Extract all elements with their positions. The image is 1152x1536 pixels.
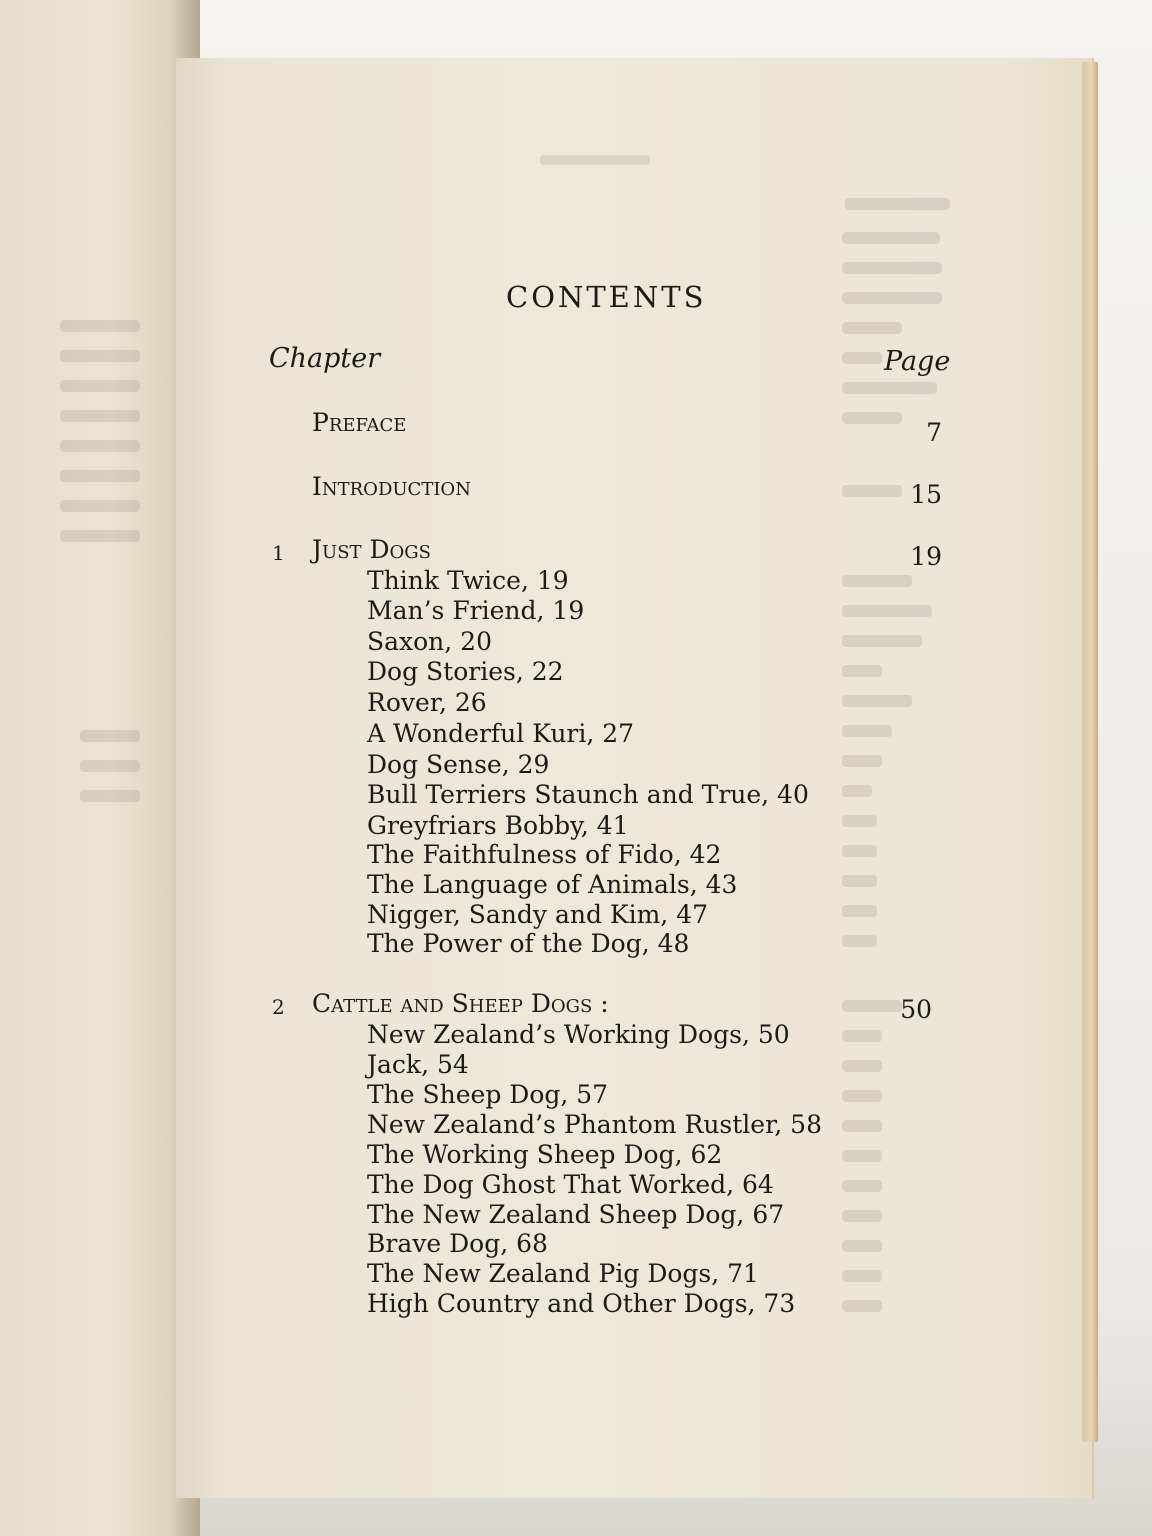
- introduction-entry: Introduction: [312, 472, 471, 501]
- list-item: Bull Terriers Staunch and True, 40: [367, 780, 809, 809]
- list-item: The Working Sheep Dog, 62: [367, 1140, 723, 1169]
- list-item: Brave Dog, 68: [367, 1229, 548, 1258]
- list-item: Dog Stories, 22: [367, 657, 564, 686]
- chapter-column-header: Chapter: [269, 343, 381, 374]
- list-item: Nigger, Sandy and Kim, 47: [367, 900, 709, 929]
- list-item: High Country and Other Dogs, 73: [367, 1289, 796, 1318]
- list-item: Think Twice, 19: [367, 566, 569, 595]
- list-item: Jack, 54: [367, 1050, 469, 1079]
- list-item: Rover, 26: [367, 688, 487, 717]
- list-item: The Dog Ghost That Worked, 64: [367, 1170, 774, 1199]
- list-item: A Wonderful Kuri, 27: [367, 719, 635, 748]
- list-item: Greyfriars Bobby, 41: [367, 811, 629, 840]
- list-item: The New Zealand Pig Dogs, 71: [367, 1259, 759, 1288]
- introduction-page: 15: [910, 480, 942, 509]
- list-item: The Language of Animals, 43: [367, 870, 738, 899]
- preface-page: 7: [926, 418, 942, 447]
- chapter-number: 1: [272, 541, 285, 565]
- page-column-header: Page: [884, 346, 951, 377]
- list-item: Dog Sense, 29: [367, 750, 550, 779]
- list-item: The Faithfulness of Fido, 42: [367, 840, 722, 869]
- list-item: Man’s Friend, 19: [367, 596, 585, 625]
- page-title: CONTENTS: [506, 280, 707, 314]
- list-item: The Sheep Dog, 57: [367, 1080, 609, 1109]
- preface-entry: Preface: [312, 408, 407, 437]
- chapter-number: 2: [272, 995, 285, 1019]
- list-item: The Power of the Dog, 48: [367, 929, 690, 958]
- chapter-page: 19: [910, 542, 942, 571]
- list-item: New Zealand’s Phantom Rustler, 58: [367, 1110, 822, 1139]
- chapter-page: 50: [900, 995, 932, 1024]
- list-item: New Zealand’s Working Dogs, 50: [367, 1020, 790, 1049]
- chapter-title: Just Dogs: [312, 535, 431, 564]
- chapter-title: Cattle and Sheep Dogs :: [312, 989, 609, 1018]
- list-item: The New Zealand Sheep Dog, 67: [367, 1200, 785, 1229]
- list-item: Saxon, 20: [367, 627, 492, 656]
